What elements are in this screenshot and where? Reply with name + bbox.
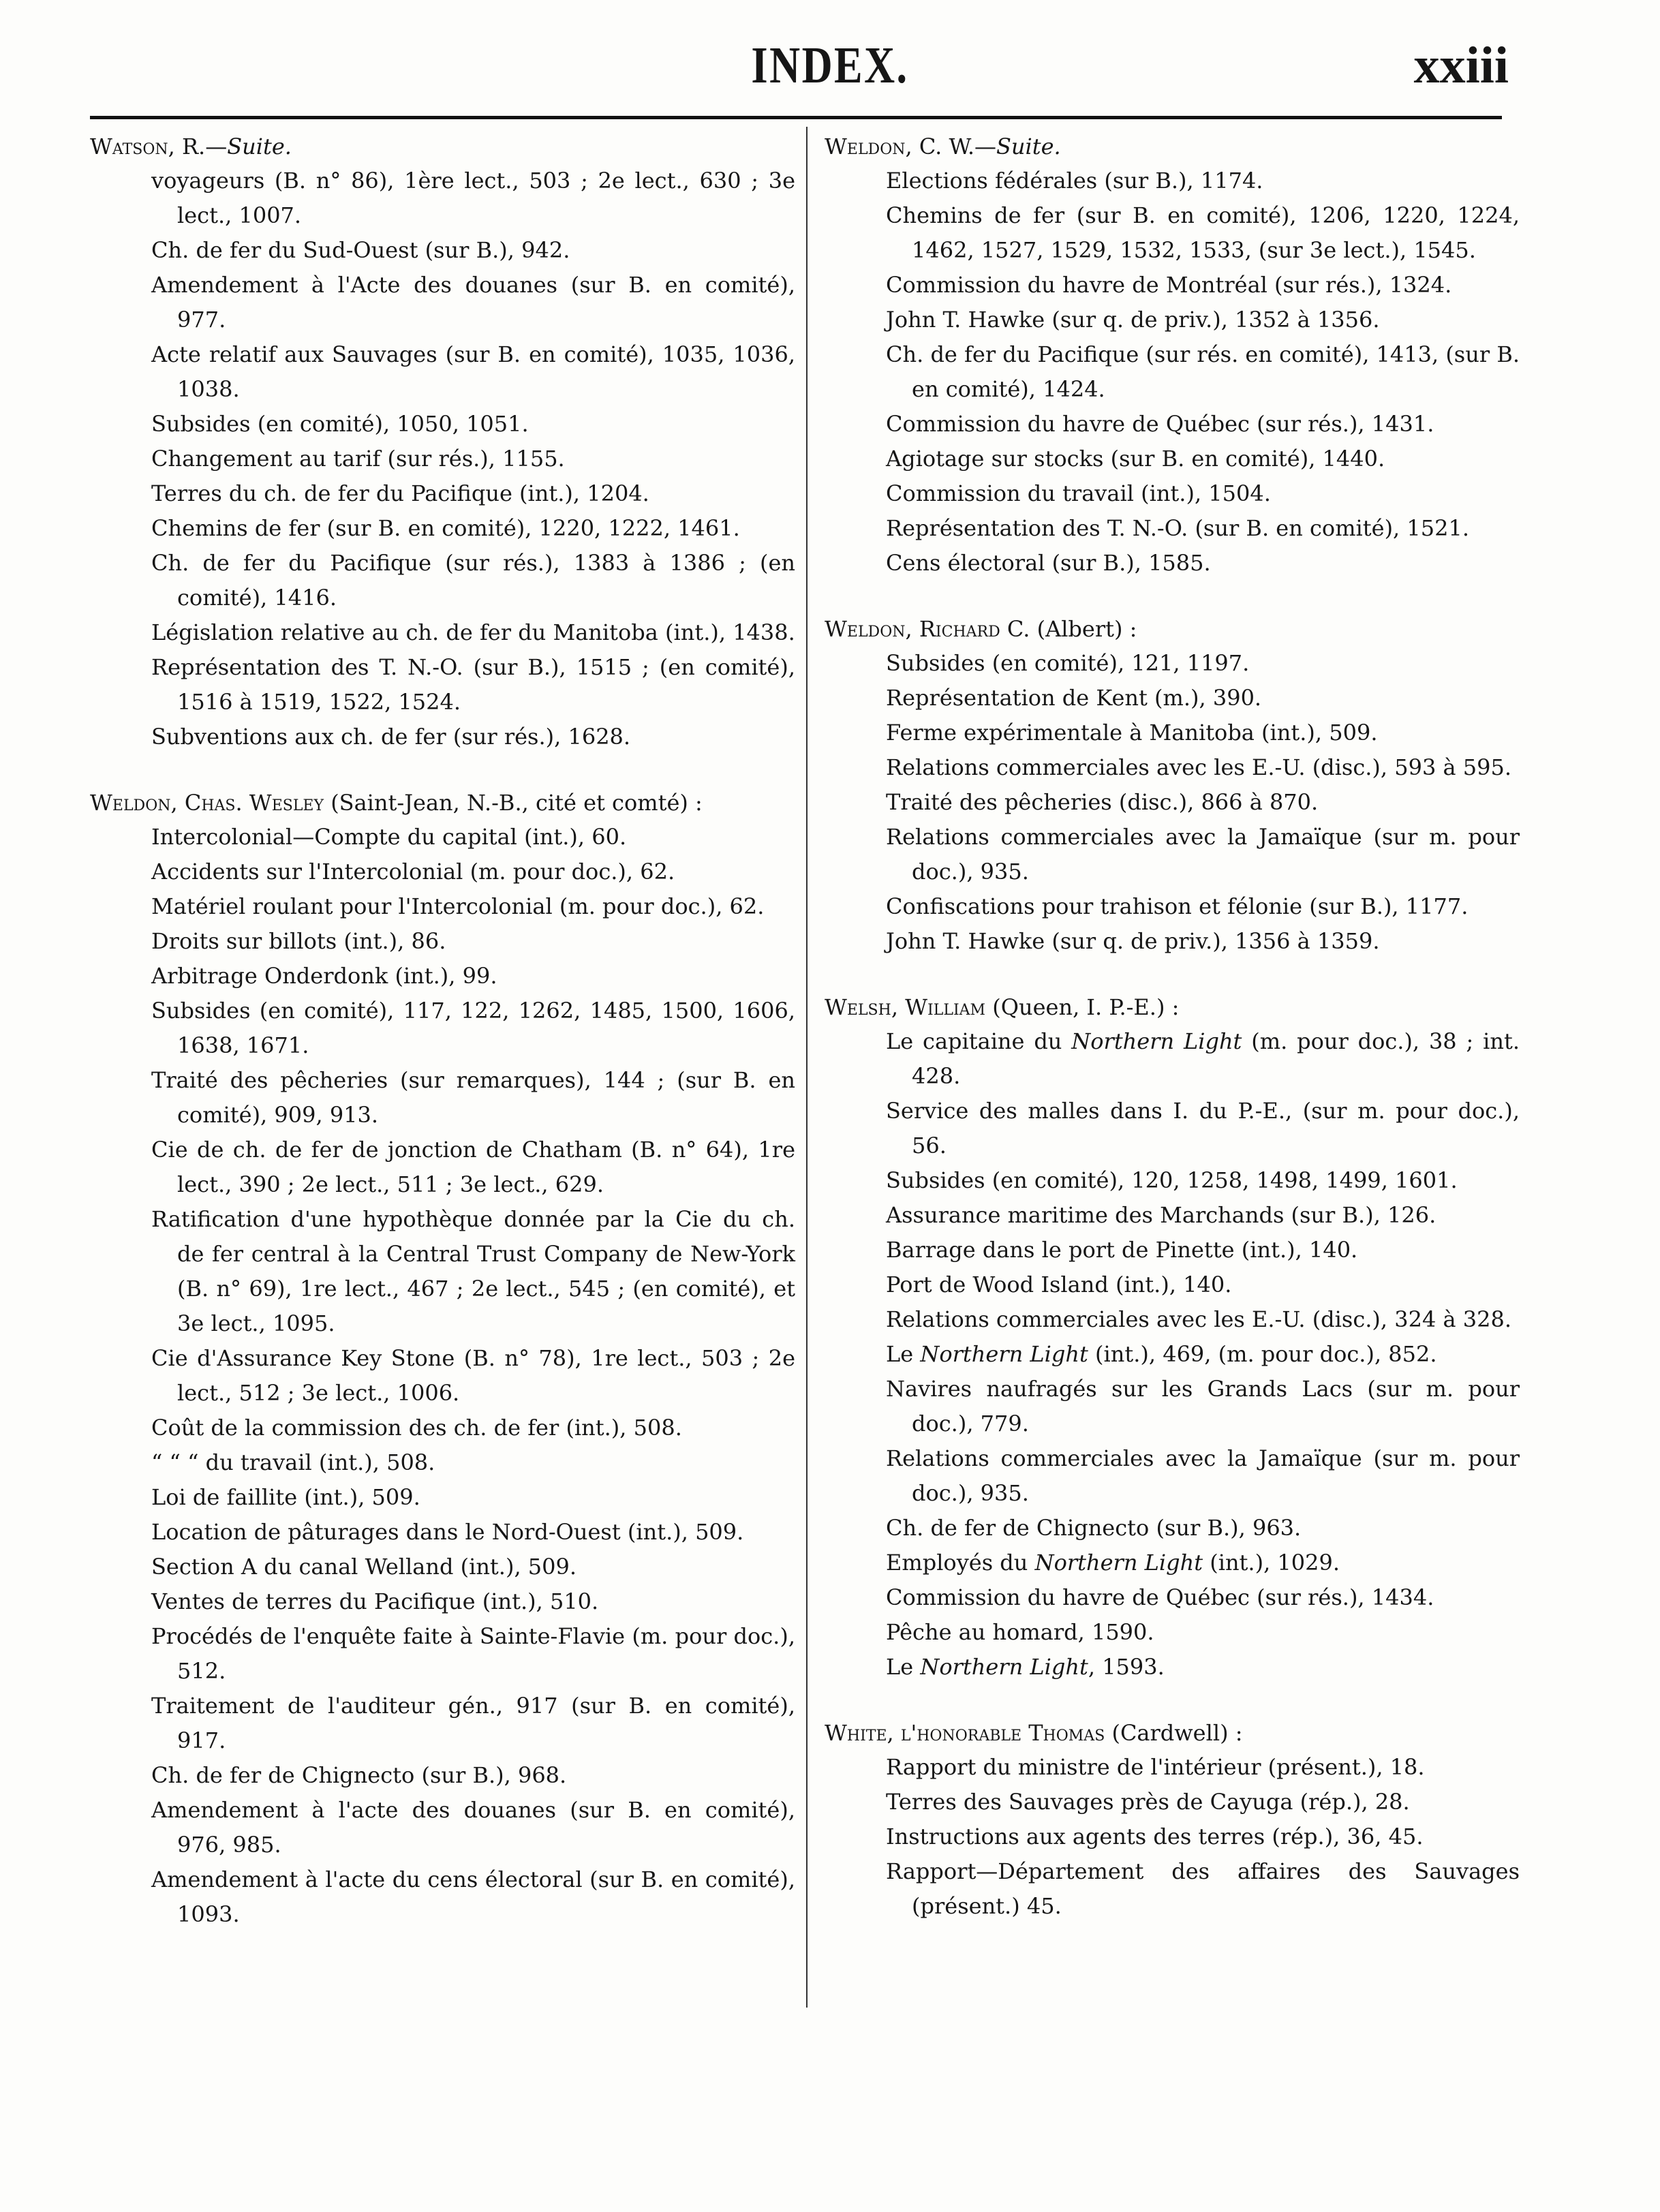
subentry: Cie de ch. de fer de jonction de Chatham (B. n° 64), 1re lect., 390 ; 2e lect., 511 ; 3e lect., 629.: [151, 1137, 795, 1197]
subentry: Location de pâturages dans le Nord-Ouest (int.), 509.: [151, 1519, 744, 1545]
subentry: Procédés de l'enquête faite à Sainte-Flavie (m. pour doc.), 512.: [151, 1623, 795, 1684]
subentry: Matériel roulant pour l'Intercolonial (m. pour doc.), 62.: [151, 893, 765, 919]
entry-continuation: Suite.: [227, 134, 292, 159]
entry-continuation: Suite.: [996, 134, 1061, 159]
entry-name: Weldon, Chas. Wesley: [90, 790, 324, 816]
subentry: Terres du ch. de fer du Pacifique (int.), 1204.: [151, 480, 649, 506]
subentry: Ferme expérimentale à Manitoba (int.), 509.: [886, 720, 1378, 746]
entry-heading: [90, 129, 795, 164]
entry-name: Weldon, C. W.: [825, 134, 974, 159]
subentry: Chemins de fer (sur B. en comité), 1220, 1222, 1461.: [151, 515, 740, 541]
subentry: Amendement à l'acte des douanes (sur B. en comité), 976, 985.: [151, 1797, 795, 1858]
index-entry: [825, 129, 1520, 581]
subentry: John T. Hawke (sur q. de priv.), 1356 à 1359.: [886, 928, 1380, 954]
entry-heading: [825, 612, 1520, 646]
subentry: Acte relatif aux Sauvages (sur B. en comité), 1035, 1036, 1038.: [151, 341, 795, 402]
entry-name: Watson, R.: [90, 134, 206, 159]
entry-details: (Albert) :: [1030, 616, 1137, 642]
subentry: Relations commerciales avec la Jamaïque (sur m. pour doc.), 935.: [886, 1445, 1520, 1506]
subentry: Commission du havre de Québec (sur rés.), 1434.: [886, 1584, 1434, 1610]
subentry: Subsides (en comité), 120, 1258, 1498, 1499, 1601.: [886, 1167, 1458, 1193]
subentry: Terres des Sauvages près de Cayuga (rép.), 28.: [886, 1789, 1410, 1815]
entry-name: White, l'honorable Thomas: [825, 1720, 1105, 1746]
subentry: Loi de faillite (int.), 509.: [151, 1484, 420, 1510]
entry-heading: [825, 129, 1520, 164]
entry-name: Weldon, Richard C.: [825, 616, 1030, 642]
entry-heading: [90, 786, 795, 820]
subentry: Service des malles dans I. du P.-E., (sur m. pour doc.), 56.: [886, 1098, 1520, 1158]
subentry: Traité des pêcheries (disc.), 866 à 870.: [886, 789, 1319, 815]
entry-details: (Saint-Jean, N.-B., cité et comté) :: [324, 790, 703, 816]
subentry: Relations commerciales avec la Jamaïque (sur m. pour doc.), 935.: [886, 824, 1520, 885]
index-entry: [90, 786, 795, 1932]
subentry: Changement au tarif (sur rés.), 1155.: [151, 446, 565, 472]
right-column: [825, 129, 1520, 1955]
subentry: Ch. de fer du Sud-Ouest (sur B.), 942.: [151, 237, 570, 263]
subentry: Le capitaine du Northern Light (m. pour doc.), 38 ; int. 428.: [886, 1028, 1520, 1089]
subentry: Ch. de fer de Chignecto (sur B.), 968.: [151, 1762, 567, 1788]
entry-name: Welsh, William: [825, 994, 986, 1020]
subentry: Relations commerciales avec les E.-U. (disc.), 324 à 328.: [886, 1306, 1511, 1332]
subentry: Confiscations pour trahison et félonie (sur B.), 1177.: [886, 893, 1469, 919]
subentry: Représentation des T. N.-O. (sur B.), 1515 ; (en comité), 1516 à 1519, 1522, 1524.: [151, 654, 795, 715]
subentry: Intercolonial—Compte du capital (int.), 60.: [151, 824, 627, 850]
subentry: Représentation des T. N.-O. (sur B. en comité), 1521.: [886, 515, 1469, 541]
subentry: Arbitrage Onderdonk (int.), 99.: [151, 963, 497, 989]
left-column: [90, 129, 795, 1963]
entry-details: —: [974, 134, 996, 159]
subentry: Subventions aux ch. de fer (sur rés.), 1628.: [151, 724, 631, 750]
subentry: Commission du havre de Québec (sur rés.), 1431.: [886, 411, 1434, 437]
subentry: Chemins de fer (sur B. en comité), 1206, 1220, 1224, 1462, 1527, 1529, 1532, 1533, (sur 3e lect.), 1545.: [886, 202, 1520, 263]
subentry: Traité des pêcheries (sur remarques), 144 ; (sur B. en comité), 909, 913.: [151, 1067, 795, 1128]
subentry: Navires naufragés sur les Grands Lacs (sur m. pour doc.), 779.: [886, 1376, 1520, 1437]
subentry: Traitement de l'auditeur gén., 917 (sur B. en comité), 917.: [151, 1693, 795, 1753]
subentry: Amendement à l'acte du cens électoral (sur B. en comité), 1093.: [151, 1867, 795, 1927]
index-entry: [90, 129, 795, 754]
subentry: Ventes de terres du Pacifique (int.), 510.: [151, 1588, 599, 1614]
subentry: Cens électoral (sur B.), 1585.: [886, 550, 1211, 576]
subentry: Le Northern Light, 1593.: [886, 1654, 1165, 1680]
subentry: Relations commerciales avec les E.-U. (disc.), 593 à 595.: [886, 754, 1511, 780]
column-divider: [806, 127, 808, 2008]
subentry: Rapport—Département des affaires des Sauvages (présent.) 45.: [886, 1858, 1520, 1919]
subentry: Ch. de fer de Chignecto (sur B.), 963.: [886, 1515, 1302, 1541]
subentry: John T. Hawke (sur q. de priv.), 1352 à 1356.: [886, 307, 1380, 333]
entry-heading: [825, 1716, 1520, 1750]
subentry: Droits sur billots (int.), 86.: [151, 928, 446, 954]
subentry: Ch. de fer du Pacifique (sur rés. en comité), 1413, (sur B. en comité), 1424.: [886, 341, 1520, 402]
subentry: Subsides (en comité), 1050, 1051.: [151, 411, 529, 437]
subentry: voyageurs (B. n° 86), 1ère lect., 503 ; 2e lect., 630 ; 3e lect., 1007.: [151, 168, 795, 228]
index-entry: [825, 612, 1520, 959]
subentry: Ratification d'une hypothèque donnée par la Cie du ch. de fer central à la Central Trust Company de New-York (B. n° 69), 1re lect., 467 ; 2e lect., 545 ; (en comité), et 3e lect., 1095.: [151, 1206, 795, 1336]
entry-heading: [825, 990, 1520, 1024]
subentry: Représentation de Kent (m.), 390.: [886, 685, 1262, 711]
subentry: Elections fédérales (sur B.), 1174.: [886, 168, 1263, 194]
index-entry: [825, 990, 1520, 1685]
subentry: Barrage dans le port de Pinette (int.), 140.: [886, 1237, 1358, 1263]
subentry: Subsides (en comité), 117, 122, 1262, 1485, 1500, 1606, 1638, 1671.: [151, 998, 795, 1058]
subentry: Assurance maritime des Marchands (sur B.), 126.: [886, 1202, 1436, 1228]
subentry: Instructions aux agents des terres (rép.), 36, 45.: [886, 1824, 1424, 1849]
subentry: Le Northern Light (int.), 469, (m. pour doc.), 852.: [886, 1341, 1437, 1367]
index-entry: [825, 1716, 1520, 1924]
subentry: Agiotage sur stocks (sur B. en comité), 1440.: [886, 446, 1385, 472]
header-rule: [90, 116, 1502, 119]
entry-details: (Cardwell) :: [1105, 1720, 1243, 1746]
subentry: Commission du havre de Montréal (sur rés.), 1324.: [886, 272, 1452, 298]
subentry: Cie d'Assurance Key Stone (B. n° 78), 1re lect., 503 ; 2e lect., 512 ; 3e lect., 1006.: [151, 1345, 795, 1406]
subentry: Amendement à l'Acte des douanes (sur B. en comité), 977.: [151, 272, 795, 333]
subentry: Section A du canal Welland (int.), 509.: [151, 1554, 577, 1580]
subentry: Rapport du ministre de l'intérieur (présent.), 18.: [886, 1754, 1425, 1780]
entry-details: (Queen, I. P.-E.) :: [985, 994, 1180, 1020]
subentry: Commission du travail (int.), 1504.: [886, 480, 1271, 506]
subentry: Ch. de fer du Pacifique (sur rés.), 1383 à 1386 ; (en comité), 1416.: [151, 550, 795, 611]
subentry: Subsides (en comité), 121, 1197.: [886, 650, 1250, 676]
entry-details: —: [205, 134, 228, 159]
page-title: INDEX.: [751, 37, 909, 94]
page-number: xxiii: [1413, 37, 1509, 94]
subentry: Pêche au homard, 1590.: [886, 1619, 1154, 1645]
subentry: Port de Wood Island (int.), 140.: [886, 1272, 1232, 1297]
subentry: Législation relative au ch. de fer du Manitoba (int.), 1438.: [151, 619, 795, 645]
page-header: [0, 0, 1660, 136]
subentry: Employés du Northern Light (int.), 1029.: [886, 1550, 1340, 1576]
subentry: “ “ “ du travail (int.), 508.: [151, 1449, 435, 1475]
subentry: Accidents sur l'Intercolonial (m. pour doc.), 62.: [151, 859, 675, 885]
subentry: Coût de la commission des ch. de fer (int.), 508.: [151, 1415, 682, 1441]
